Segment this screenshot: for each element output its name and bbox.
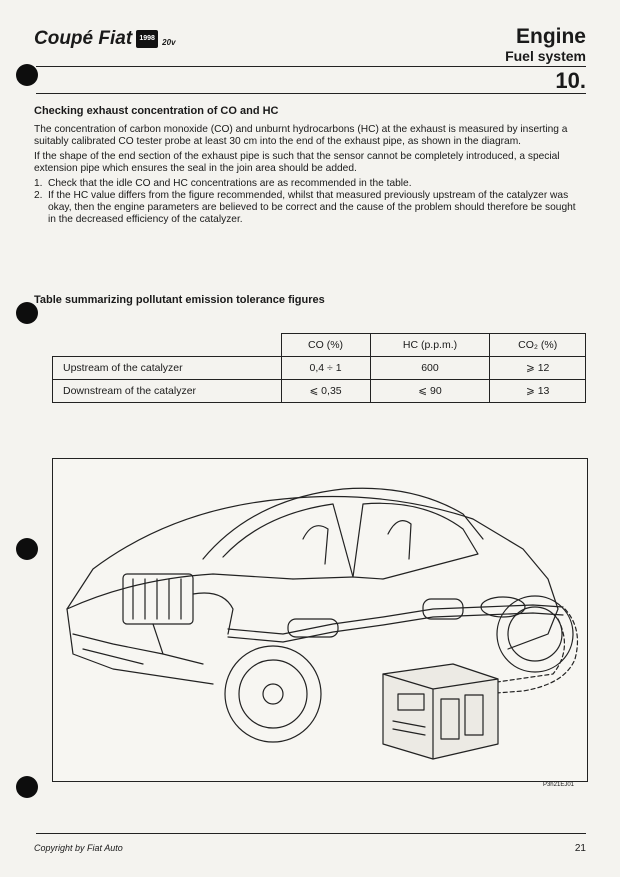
header-co2: CO₂ (%) — [490, 334, 586, 357]
cell-hc: 600 — [370, 357, 490, 380]
binder-hole-4 — [16, 776, 38, 798]
chapter-number: 10. — [555, 68, 586, 93]
table-heading: Table summarizing pollutant emission tolerance figures — [34, 294, 325, 306]
list-item: 2. If the HC value differs from the figure recommended, whilst that measured previously upstream of the catalyzer was okay, then the engine parameters are believed to be correct and the cause of the problem should therefore be sought in the decreased efficiency of the catalyzer. — [34, 190, 576, 225]
section-header — [505, 26, 586, 64]
table-row — [53, 380, 586, 403]
cell-co2: ⩾ 13 — [490, 380, 586, 403]
chapter-rule — [36, 93, 586, 94]
procedure-list — [34, 178, 586, 226]
binder-hole-1 — [16, 64, 38, 86]
row-label: Upstream of the catalyzer — [53, 357, 282, 380]
manual-brand — [34, 28, 176, 50]
figure-code: P3h21EJ01 — [542, 782, 574, 788]
cell-hc: ⩽ 90 — [370, 380, 490, 403]
subsection-title: Fuel system — [505, 48, 586, 64]
table-header-row — [53, 334, 586, 357]
section-heading-co-hc: Checking exhaust concentration of CO and HC — [34, 105, 279, 117]
section-title: Engine — [515, 25, 586, 48]
header-co: CO (%) — [281, 334, 370, 357]
header-rule — [36, 66, 586, 67]
binder-hole-3 — [16, 538, 38, 560]
model-year-badge: 1998 — [136, 30, 158, 48]
car-exhaust-tester-figure — [52, 458, 588, 782]
car-exhaust-tester-diagram-icon — [53, 459, 587, 781]
paragraph-extension-pipe: If the shape of the end section of the exhaust pipe is such that the sensor cannot be completely introduced, a special extension pipe which ensures the seal in the join area should be added. — [34, 151, 560, 174]
header-hc: HC (p.p.m.) — [370, 334, 490, 357]
cell-co2: ⩾ 12 — [490, 357, 586, 380]
copyright-text: Copyright by Fiat Auto — [34, 843, 123, 853]
brand-title: Coupé Fiat — [34, 28, 133, 49]
variant-label: 20v — [162, 37, 176, 47]
page-number: 21 — [574, 843, 586, 854]
cell-co: ⩽ 0,35 — [281, 380, 370, 403]
footer-rule — [36, 833, 586, 834]
paragraph-measurement: The concentration of carbon monoxide (CO) and unburnt hydrocarbons (HC) at the exhaust is measured by inserting a suitably calibrated CO tester probe at least 30 cm into the end of the exhaust pipe, as shown in the diagram. — [34, 124, 568, 147]
table-row — [53, 357, 586, 380]
emission-tolerance-table — [52, 333, 586, 403]
row-label: Downstream of the catalyzer — [53, 380, 282, 403]
list-item: 1. Check that the idle CO and HC concentrations are as recommended in the table. — [34, 178, 412, 189]
body-text — [34, 124, 586, 226]
cell-co: 0,4 ÷ 1 — [281, 357, 370, 380]
